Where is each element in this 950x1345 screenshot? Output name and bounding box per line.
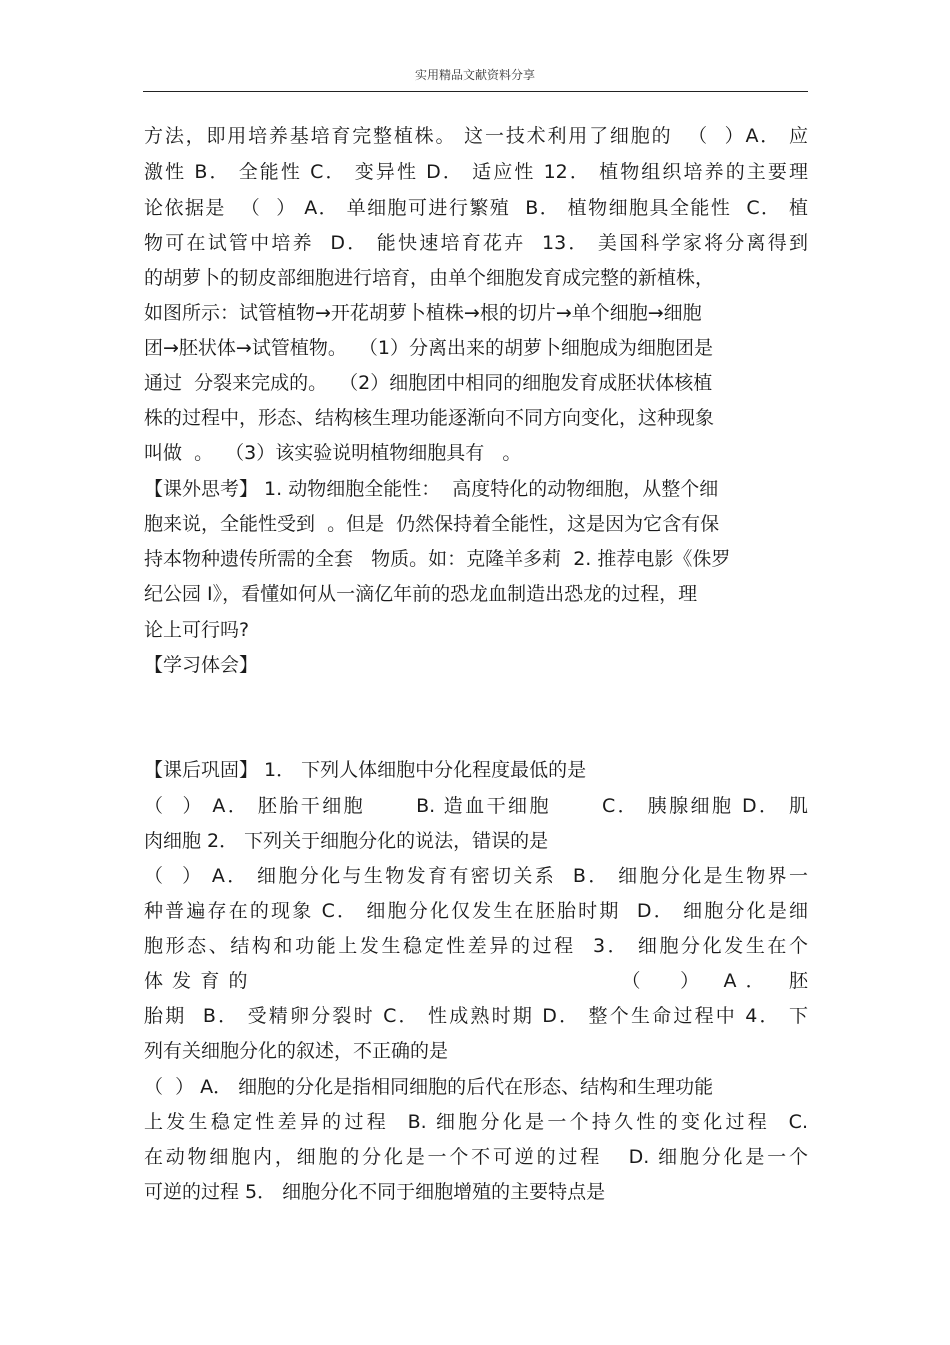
header-divider — [143, 91, 808, 92]
text-line: 通过 分裂来完成的。 （2）细胞团中相同的细胞发育成胚状体核植 — [144, 372, 713, 394]
text-line: 【课外思考】 1. 动物细胞全能性： 高度特化的动物细胞，从整个细 — [144, 478, 719, 500]
text-line: 体发育的 （ ） A． 胚 — [144, 970, 808, 992]
text-line: 在动物细胞内，细胞的分化是一个不可逆的过程 D. 细胞分化是一个 — [144, 1146, 808, 1168]
text-line: 【课后巩固】 1． 下列人体细胞中分化程度最低的是 — [144, 759, 587, 781]
text-line: 持本物种遗传所需的全套 物质。如：克隆羊多莉 2. 推荐电影《侏罗 — [144, 548, 731, 570]
text-line: 叫做 。 （3）该实验说明植物细胞具有 。 — [144, 442, 522, 464]
page-header: 实用精品文献资料分享 — [414, 68, 535, 82]
text-line: 纪公园 Ⅰ》，看懂如何从一滴亿年前的恐龙血制造出恐龙的过程，理 — [144, 583, 698, 605]
text-line: 肉细胞 2． 下列关于细胞分化的说法，错误的是 — [144, 830, 549, 852]
text-line: 团→胚状体→试管植物。 （1）分离出来的胡萝卜细胞成为细胞团是 — [144, 337, 714, 359]
text-line: 【学习体会】 — [144, 654, 259, 676]
text-line: 胞形态、结构和功能上发生稳定性差异的过程 3． 细胞分化发生在个 — [144, 935, 808, 957]
text-line: 如图所示：试管植物→开花胡萝卜植株→根的切片→单个细胞→细胞 — [144, 302, 702, 324]
text-line: （ ） A． 细胞分化与生物发育有密切关系 B． 细胞分化是生物界一 — [144, 865, 808, 887]
text-line: 激性 B． 全能性 C． 变异性 D． 适应性 12． 植物组织培养的主要理 — [144, 161, 808, 183]
text-line: 论依据是 （ ） A． 单细胞可进行繁殖 B． 植物细胞具全能性 C． 植 — [144, 197, 808, 219]
text-line: （ ） A． 胚胎干细胞 B. 造血干细胞 C． 胰腺细胞 D． 肌 — [144, 795, 808, 817]
text-line: 论上可行吗? — [144, 619, 250, 641]
text-line: 方法，即用培养基培育完整植株。 这一技术利用了细胞的 （ ）A． 应 — [144, 125, 808, 147]
text-line: 的胡萝卜的韧皮部细胞进行培育，由单个细胞发育成完整的新植株， — [144, 267, 715, 289]
text-line: （ ） A． 细胞的分化是指相同细胞的后代在形态、结构和生理功能 — [144, 1076, 714, 1098]
text-line: 列有关细胞分化的叙述，不正确的是 — [144, 1040, 449, 1062]
text-line: 上发生稳定性差异的过程 B. 细胞分化是一个持久性的变化过程 C. — [144, 1111, 808, 1133]
text-line: 胎期 B． 受精卵分裂时 C． 性成熟时期 D． 整个生命过程中 4． 下 — [144, 1005, 808, 1027]
text-line: 种普遍存在的现象 C． 细胞分化仅发生在胚胎时期 D． 细胞分化是细 — [144, 900, 808, 922]
text-line: 物可在试管中培养 D． 能快速培育花卉 13． 美国科学家将分离得到 — [144, 232, 808, 254]
text-line: 株的过程中，形态、结构核生理功能逐渐向不同方向变化，这种现象 — [144, 407, 715, 429]
text-line: 胞来说，全能性受到 。但是 仍然保持着全能性，这是因为它含有保 — [144, 513, 720, 535]
text-line: 可逆的过程 5． 细胞分化不同于细胞增殖的主要特点是 — [144, 1181, 606, 1203]
